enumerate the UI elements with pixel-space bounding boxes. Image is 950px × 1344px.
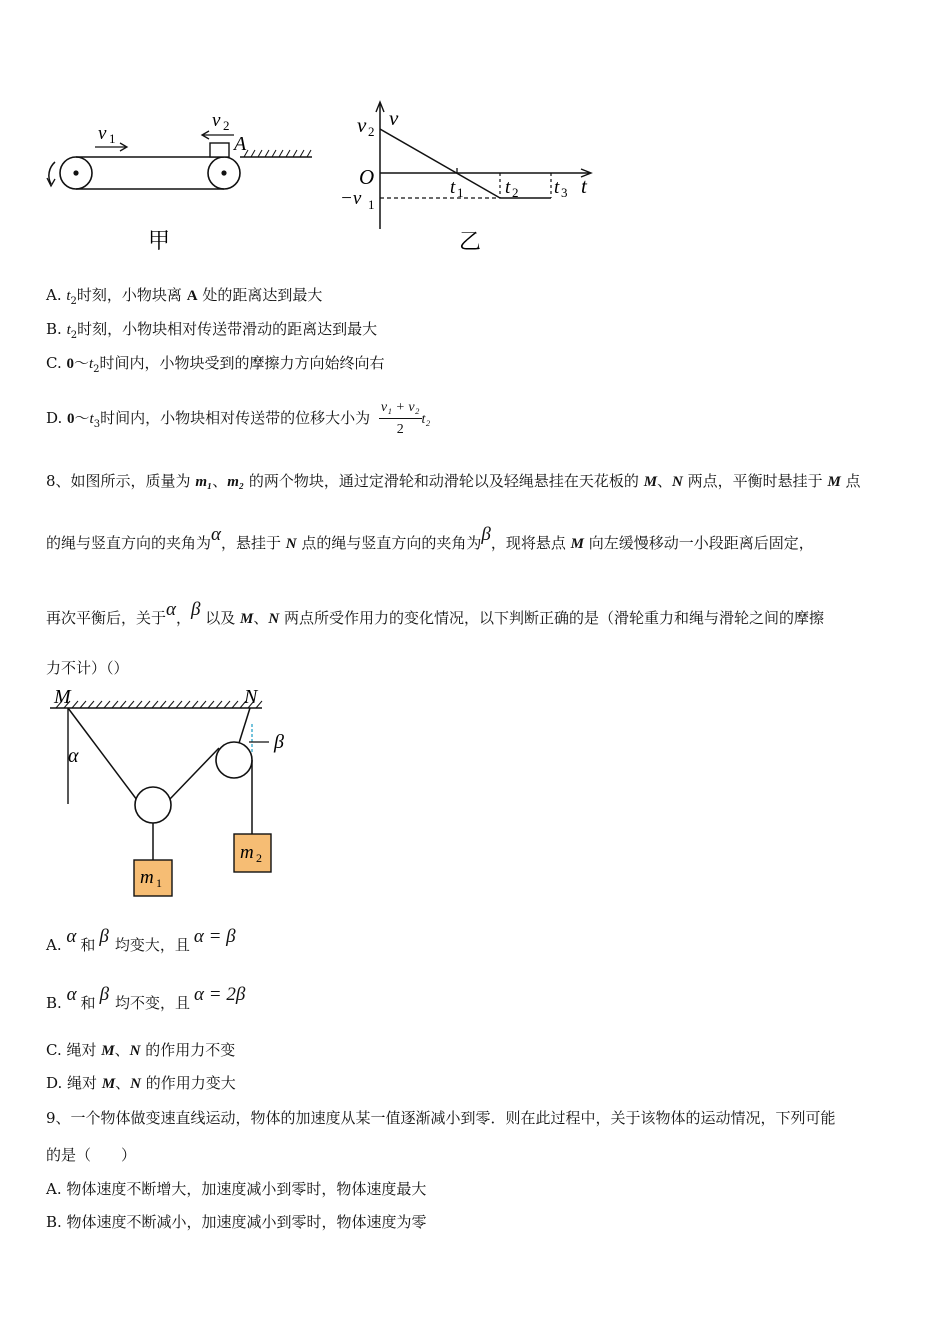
q7-option-b[interactable]: B. $t_2$时刻，小物块相对传送带滑动的距离达到最大 [46, 320, 378, 341]
svg-text:1: 1 [156, 876, 162, 890]
q8-option-d[interactable]: D. 绳对 M、N 的作用力变大 [46, 1074, 236, 1092]
svg-text:v: v [389, 106, 399, 130]
svg-text:v: v [98, 123, 107, 144]
caption-yi: 乙 [459, 229, 482, 254]
svg-text:t: t [505, 177, 511, 198]
svg-text:−v: −v [340, 188, 362, 209]
q7-option-a[interactable]: A. $t_2$时刻，小物块离 A 处的距离达到最大 [46, 286, 323, 307]
fixed-pulley [216, 742, 252, 778]
q7-option-c[interactable]: C. $0\sim t_2$时间内，小物块受到的摩擦力方向始终向右 [46, 354, 385, 375]
svg-text:t: t [581, 174, 587, 198]
svg-text:v: v [212, 110, 221, 131]
q7-option-d[interactable]: D. $0\sim t_3$时间内，小物块相对传送带的位移大小为 $\frac{\text{v₁ + v₂}}{2}$ t₂ [46, 400, 431, 437]
velocity-v1-label [95, 123, 127, 151]
rope-N-to-fixed-pulley [239, 708, 250, 743]
small-block [210, 143, 229, 157]
q8-stem-line1: 8、如图所示，质量为 m₁、m₂ 的两个物块，通过定滑轮和动滑轮以及轻绳悬挂在天花板的 M、N 两点，平衡时悬挂于 M 点 [46, 472, 861, 490]
q9-stem-line1: 9、一个物体做变速直线运动，物体的加速度从某一值逐渐减小到零．则在此过程中，关于该物体的运动情况，下列可能 [46, 1109, 836, 1127]
movable-pulley [135, 787, 171, 823]
q9-stem-line2: 的是（ ） [46, 1146, 137, 1164]
velocity-line-decreasing [380, 129, 500, 198]
q8-stem-line3: 再次平衡后，关于α，β 以及 M、N 两点所受作用力的变化情况，以下判断正确的是（滑轮重力和绳与滑轮之间的摩擦 [46, 599, 825, 627]
svg-text:2: 2 [368, 124, 375, 139]
svg-text:3: 3 [561, 185, 568, 200]
svg-text:t: t [450, 177, 456, 198]
q8-option-a[interactable]: A. α 和 β 均变大，且 α = β [46, 926, 236, 954]
caption-jia: 甲 [148, 228, 171, 253]
label-N: N [244, 686, 258, 708]
label-M: M [54, 686, 71, 708]
q9-option-a[interactable]: A. 物体速度不断增大，加速度减小到零时，物体速度最大 [46, 1180, 427, 1198]
svg-text:m: m [140, 867, 154, 888]
label-beta: β [274, 731, 284, 753]
q8-stem-line4: 力不计）（） [46, 659, 129, 677]
relative-displacement-fraction: $\frac{\text{v₁ + v₂}}{2}$ [380, 400, 420, 437]
q8-option-c[interactable]: C. 绳对 M、N 的作用力不变 [46, 1041, 236, 1059]
q8-option-b[interactable]: B. α 和 β 均不变，且 α = 2β [46, 984, 246, 1012]
svg-text:v: v [357, 113, 367, 137]
figure-jia [40, 108, 320, 258]
svg-text:t: t [554, 177, 560, 198]
velocity-v2-label [202, 110, 234, 139]
conveyor-belt [60, 157, 240, 189]
svg-text:O: O [359, 165, 375, 189]
svg-text:1: 1 [368, 197, 375, 212]
svg-text:2: 2 [512, 185, 519, 200]
label-alpha: α [68, 745, 79, 767]
figure-yi [335, 96, 605, 261]
pulley-figure [44, 684, 304, 904]
label-a: A [234, 133, 247, 155]
svg-text:1: 1 [457, 185, 464, 200]
svg-text:1: 1 [109, 131, 116, 146]
svg-text:m: m [240, 842, 254, 863]
ground-surface [240, 150, 312, 157]
ceiling [50, 701, 262, 708]
svg-text:2: 2 [223, 118, 230, 133]
q8-stem-line2: 的绳与竖直方向的夹角为α，悬挂于 N 点的绳与竖直方向的夹角为β，现将悬点 M 向左缓慢移动一小段距离后固定， [46, 524, 814, 552]
svg-text:2: 2 [256, 851, 262, 865]
rope-right-segment [169, 748, 219, 800]
q9-option-b[interactable]: B. 物体速度不断减小，加速度减小到零时，物体速度为零 [46, 1213, 427, 1231]
